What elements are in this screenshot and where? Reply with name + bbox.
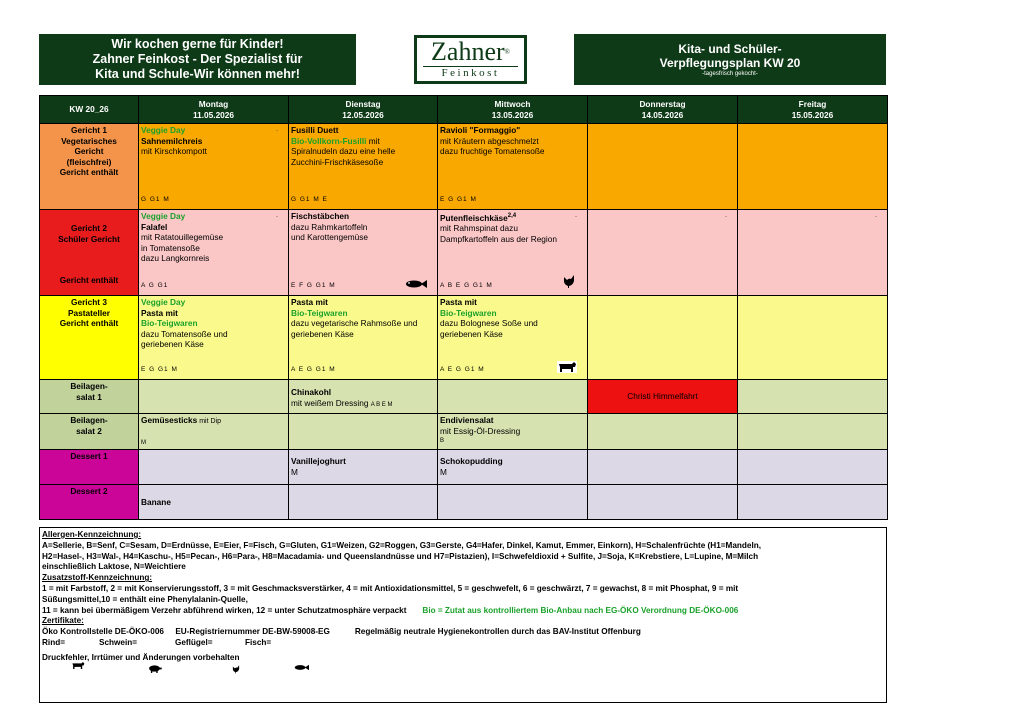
header-slogan <box>39 34 356 85</box>
week-label: KW 20_26 <box>40 96 139 124</box>
allergen-tag: E G G1 M <box>141 365 178 373</box>
plan-title-line-2: Verpflegungsplan KW 20 <box>659 55 801 70</box>
allergen-line-2: H2=Hasel-, H3=Wal-, H4=Kaschu-, H5=Pecan-, H6=Para-, H8=Macadamia- und Queenslandnüsse und H7=Pistazien), I=Schwefeldioxid + Sulfite, J=Soja, K=Krebstiere, L=Lupine, M=Milch <box>42 551 759 561</box>
table-row <box>40 296 888 380</box>
additive-title: Zusatzstoff-Kennzeichnung: <box>42 573 153 583</box>
meal-cell-fri-2: - <box>738 210 888 296</box>
dessert-cell-tue-2 <box>289 485 438 520</box>
meal-cell-mon-3: Veggie Day Pasta mit Bio-Teigwaren dazu Tomatensoße und geriebenen Käse E G G1 M <box>139 296 289 380</box>
logo-wordmark: Zahner <box>431 37 505 66</box>
plan-subtitle: -tagesfrisch gekocht- <box>702 70 758 77</box>
meal-cell-mon-2: Veggie Day Falafel mit Ratatouillegemüse in Tomatensoße dazu Langkornreis - A G G1 <box>139 210 289 296</box>
disclaimer: Druckfehler, Irrtümer und Änderungen vorbehalten <box>42 652 240 662</box>
meal-cell-wed-1: Ravioli "Formaggio" mit Kräutern abgeschmelzt dazu fruchtige Tomatensoße E G G1 M <box>438 124 588 210</box>
dessert-cell-mon-1 <box>139 450 289 485</box>
chicken-icon <box>231 664 241 674</box>
row-label-salat-2: Beilagen- salat 2 <box>40 414 139 450</box>
allergen-line-1: A=Sellerie, B=Senf, C=Sesam, D=Erdnüsse, E=Eier, F=Fisch, G=Gluten, G1=Weizen, G2=Roggen, G3=Gerste, G4=Hafer, Dinkel, Kamut, Emmer, Einkorn), H=Schalenfrüchte (H1=Mandeln, <box>42 540 762 550</box>
allergen-tag: G G1 M E <box>291 195 328 203</box>
cert-title: Zertifikate: <box>42 616 84 626</box>
additive-line-3: 11 = kann bei übermäßigem Verzehr abführend wirken, 12 = unter Schutzatmosphäre verpackt Bio = Zutat aus kontrolliertem Bio-Anbau nach EG-ÖKO Verordnung DE-ÖKO-006 <box>42 605 739 615</box>
table-row <box>40 124 888 210</box>
allergen-tag: E G G1 M <box>440 195 477 203</box>
plan-title-line-1: Kita- und Schüler- <box>678 41 782 56</box>
bio-note: Bio = Zutat aus kontrolliertem Bio-Anbau nach EG-ÖKO Verordnung DE-ÖKO-006 <box>422 605 739 615</box>
table-header-row <box>40 96 888 124</box>
fish-icon <box>294 664 309 671</box>
row-label-dessert-2: Dessert 2 <box>40 485 139 520</box>
pig-icon <box>147 664 162 673</box>
allergen-tag: A E G G1 M <box>440 365 485 373</box>
zahner-logo <box>414 35 527 84</box>
day-header-monday: Montag 11.05.2026 <box>139 96 289 124</box>
logo-subtitle: Feinkost <box>423 66 518 80</box>
allergen-tag: G G1 M <box>141 195 170 203</box>
salad-cell-mon-1 <box>139 380 289 414</box>
cert-line: Öko Kontrollstelle DE-ÖKO-006 EU-Registriernummer DE-BW-59008-EG Regelmäßig neutrale Hygienekontrollen durch das BAV-Institut Offenburg <box>42 627 641 637</box>
meal-cell-thu-1 <box>588 124 738 210</box>
allergen-tag: A B E G G1 M <box>440 281 493 289</box>
fish-icon <box>405 279 427 289</box>
table-row <box>40 450 888 485</box>
meal-cell-fri-3 <box>738 296 888 380</box>
day-header-thursday: Donnerstag 14.05.2026 <box>588 96 738 124</box>
salad-cell-wed-1 <box>438 380 588 414</box>
salad-cell-fri-1 <box>738 380 888 414</box>
menu-plan-table <box>39 95 888 520</box>
dessert-cell-mon-2: Banane <box>139 485 289 520</box>
allergen-tag: M <box>291 466 298 477</box>
meal-cell-wed-3: Pasta mit Bio-Teigwaren dazu Bolognese Soße und geriebenen Käse A E G G1 M <box>438 296 588 380</box>
meal-cell-fri-1 <box>738 124 888 210</box>
allergen-tag: A E G G1 M <box>291 365 336 373</box>
cow-icon <box>557 361 577 373</box>
meat-legend: Rind= Schwein= Geflügel= Fisch= <box>42 637 272 647</box>
row-label-gericht-1: Gericht 1 Vegetarisches Gericht (fleischfrei) Gericht enthält <box>40 124 139 210</box>
salad-cell-wed-2: Endiviensalat mit Essig-Öl-Dressing B <box>438 414 588 450</box>
salad-cell-tue-2 <box>289 414 438 450</box>
meal-cell-thu-3 <box>588 296 738 380</box>
slogan-line-1: Wir kochen gerne für Kinder! <box>111 37 284 51</box>
legend-box <box>39 527 887 703</box>
table-row <box>40 380 888 414</box>
chicken-icon <box>561 273 577 289</box>
allergen-title: Allergen-Kennzeichnung: <box>42 530 142 539</box>
meal-cell-thu-2: - <box>588 210 738 296</box>
day-header-wednesday: Mittwoch 13.05.2026 <box>438 96 588 124</box>
meal-cell-mon-1: Veggie Day Sahnemilchreis mit Kirschkompott - G G1 M <box>139 124 289 210</box>
table-row <box>40 485 888 520</box>
allergen-line-3: einschließlich Laktose, N=Weichtiere <box>42 562 186 572</box>
row-label-gericht-3: Gericht 3 Pastateller Gericht enthält <box>40 296 139 380</box>
holiday-badge: Christi Himmelfahrt <box>588 380 738 414</box>
additive-line-1: 1 = mit Farbstoff, 2 = mit Konservierungsstoff, 3 = mit Geschmacksverstärker, 4 = mit Antioxidationsmittel, 5 = geschwefelt, 6 = geschwärzt, 7 = gewachst, 8 = mit Phosphat, 9 = mit <box>42 583 739 593</box>
allergen-tag: E F G G1 M <box>291 281 336 289</box>
salad-cell-mon-2: Gemüsesticks mit Dip M <box>139 414 289 450</box>
dessert-cell-wed-1: Schokopudding M <box>438 450 588 485</box>
table-row <box>40 210 888 296</box>
salad-cell-tue-1: Chinakohl mit weißem Dressing A B E M <box>289 380 438 414</box>
meal-cell-tue-1: Fusilli Duett Bio-Vollkorn-Fusilli mit Spiralnudeln dazu eine helle Zucchini-Frischkäsesoße G G1 M E <box>289 124 438 210</box>
meal-cell-tue-3: Pasta mit Bio-Teigwaren dazu vegetarische Rahmsoße und geriebenen Käse A E G G1 M <box>289 296 438 380</box>
salad-cell-thu-2 <box>588 414 738 450</box>
dessert-cell-thu-2 <box>588 485 738 520</box>
allergen-tag: A G G1 <box>141 281 169 289</box>
slogan-line-2: Zahner Feinkost - Der Spezialist für <box>92 52 303 66</box>
meal-cell-wed-2: Putenfleischkäse$^{2,4}$ mit Rahmspinat dazu Dampfkartoffeln aus der Region - A B E G G1 M <box>438 210 588 296</box>
allergen-tag: A B E M <box>370 401 393 408</box>
dessert-cell-fri-2 <box>738 485 888 520</box>
cow-icon <box>71 661 85 670</box>
day-header-friday: Freitag 15.05.2026 <box>738 96 888 124</box>
dessert-cell-thu-1 <box>588 450 738 485</box>
salad-cell-fri-2 <box>738 414 888 450</box>
allergen-tag: M <box>141 439 146 446</box>
day-header-tuesday: Dienstag 12.05.2026 <box>289 96 438 124</box>
logo-registered: ® <box>504 48 510 56</box>
row-label-salat-1: Beilagen- salat 1 <box>40 380 139 414</box>
meal-cell-tue-2: Fischstäbchen dazu Rahmkartoffeln und Karottengemüse E F G G1 M <box>289 210 438 296</box>
table-row <box>40 414 888 450</box>
allergen-tag: B <box>440 438 445 444</box>
slogan-line-3: Kita und Schule-Wir können mehr! <box>95 67 300 81</box>
header-plan-title <box>574 34 886 85</box>
row-label-dessert-1: Dessert 1 <box>40 450 139 485</box>
row-label-gericht-2: Gericht 2 Schüler Gericht Gericht enthält <box>40 210 139 296</box>
dessert-cell-wed-2 <box>438 485 588 520</box>
additive-line-2: Süßungsmittel,10 = enthält eine Phenylalanin-Quelle, <box>42 594 248 604</box>
dessert-cell-tue-1: Vanillejoghurt M <box>289 450 438 485</box>
allergen-tag: M <box>440 466 447 477</box>
dessert-cell-fri-1 <box>738 450 888 485</box>
